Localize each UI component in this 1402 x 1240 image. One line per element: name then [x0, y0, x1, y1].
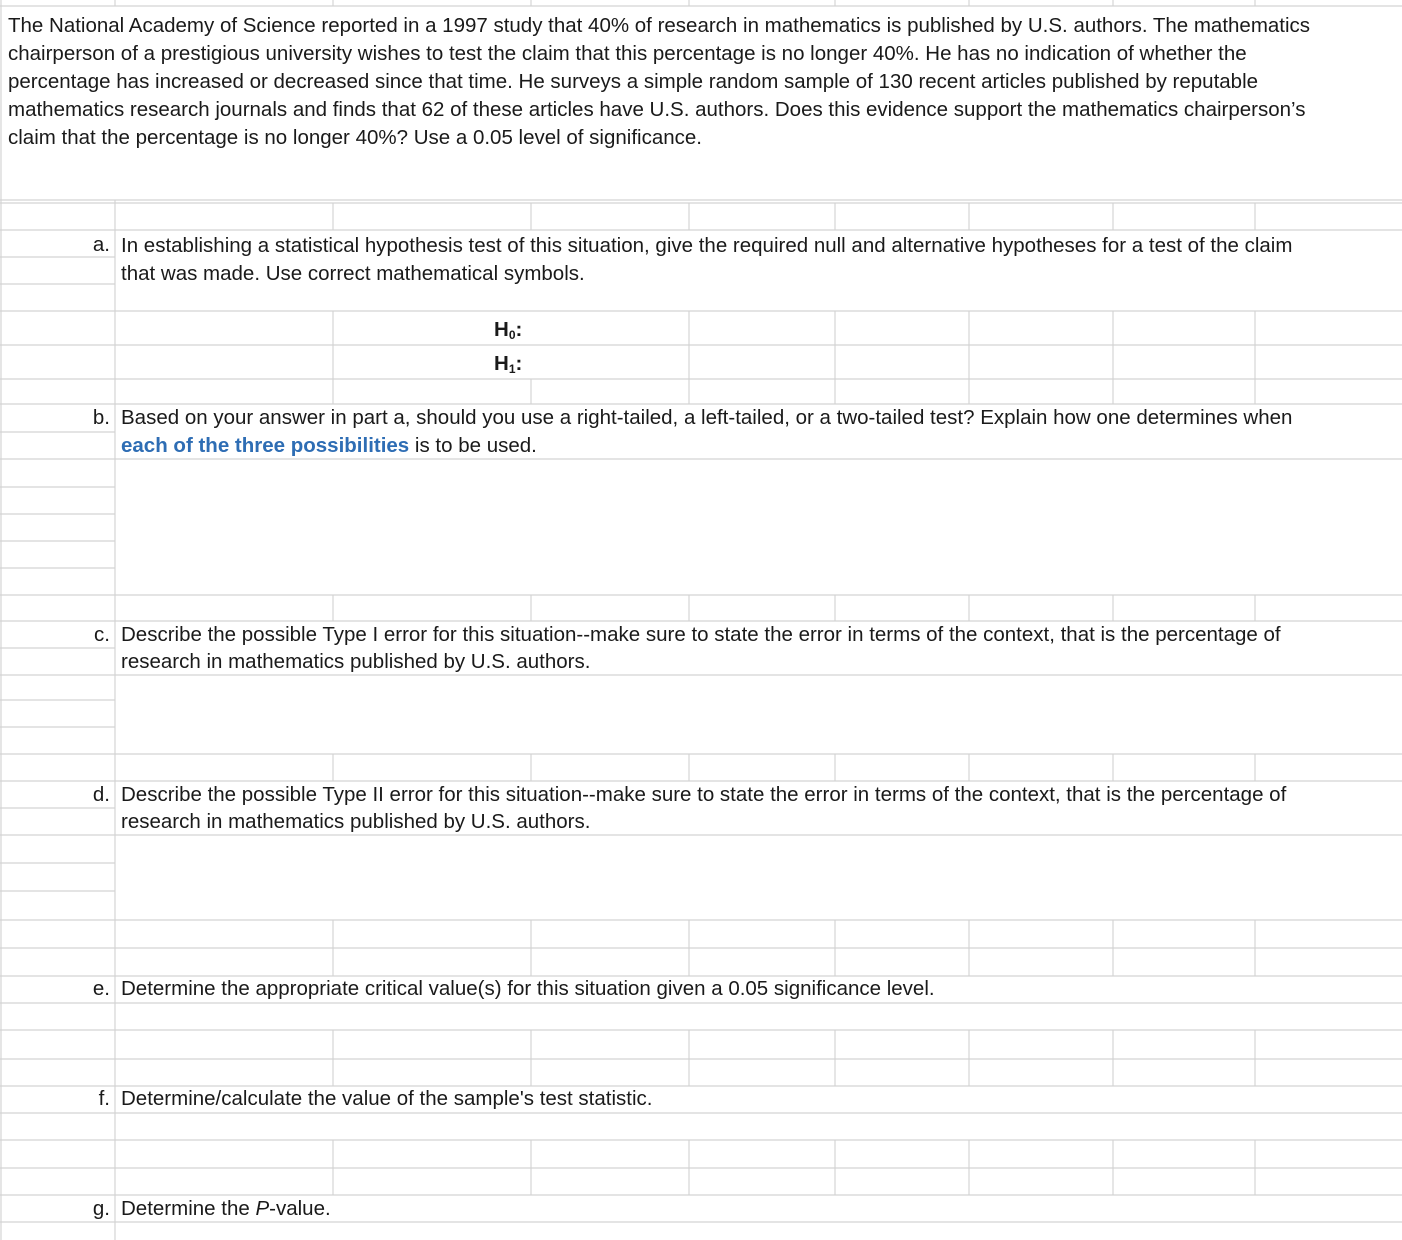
question-d-line: Describe the possible Type II error for this situation--make sure to state the error in terms of the context, that is the percentage of — [121, 783, 1287, 806]
intro-line: The National Academy of Science reported in a 1997 study that 40% of research in mathematics is published by U.S. authors. The mathematics — [8, 14, 1311, 37]
intro-line: claim that the percentage is no longer 40%? Use a 0.05 level of significance. — [8, 126, 702, 149]
question-a-line: In establishing a statistical hypothesis test of this situation, give the required null and alternative hypotheses for a test of the claim — [121, 234, 1293, 257]
question-d-label: d. — [92, 783, 110, 806]
alternative-hypothesis-label: $H_1$: — [494, 352, 523, 376]
intro-line: percentage has increased or decreased since that time. He surveys a simple random sample of 130 recent articles published by reputable — [8, 70, 1259, 93]
question-b-label: b. — [92, 406, 110, 429]
question-b-line: each of the three possibilities is to be used. — [121, 434, 537, 457]
question-f-line: Determine/calculate the value of the sample's test statistic. — [121, 1087, 653, 1110]
question-e-line: Determine the appropriate critical value(s) for this situation given a 0.05 significance level. — [121, 977, 935, 1000]
question-f-label: f. — [98, 1087, 110, 1110]
question-e-label: e. — [92, 977, 110, 1000]
question-d-line: research in mathematics published by U.S. authors. — [121, 810, 591, 833]
intro-line: mathematics research journals and finds that 62 of these articles have U.S. authors. Does this evidence support the mathematics chairperson’s — [8, 98, 1306, 121]
question-g-line: Determine the P-value. — [121, 1197, 331, 1220]
question-c-line: research in mathematics published by U.S. authors. — [121, 650, 591, 673]
question-c-label: c. — [94, 623, 110, 646]
question-b-line: Based on your answer in part a, should you use a right-tailed, a left-tailed, or a two-tailed test? Explain how one determines when — [121, 406, 1293, 429]
null-hypothesis-label: $H_0$: — [494, 318, 523, 342]
question-a-line: that was made. Use correct mathematical symbols. — [121, 262, 585, 285]
question-c-line: Describe the possible Type I error for this situation--make sure to state the error in terms of the context, that is the percentage of — [121, 623, 1281, 646]
question-a-label: a. — [92, 233, 110, 256]
intro-line: chairperson of a prestigious university wishes to test the claim that this percentage is no longer 40%. He has no indication of whether the — [8, 42, 1247, 65]
question-g-label: g. — [92, 1197, 110, 1220]
highlighted-phrase: each of the three possibilities — [121, 434, 410, 457]
